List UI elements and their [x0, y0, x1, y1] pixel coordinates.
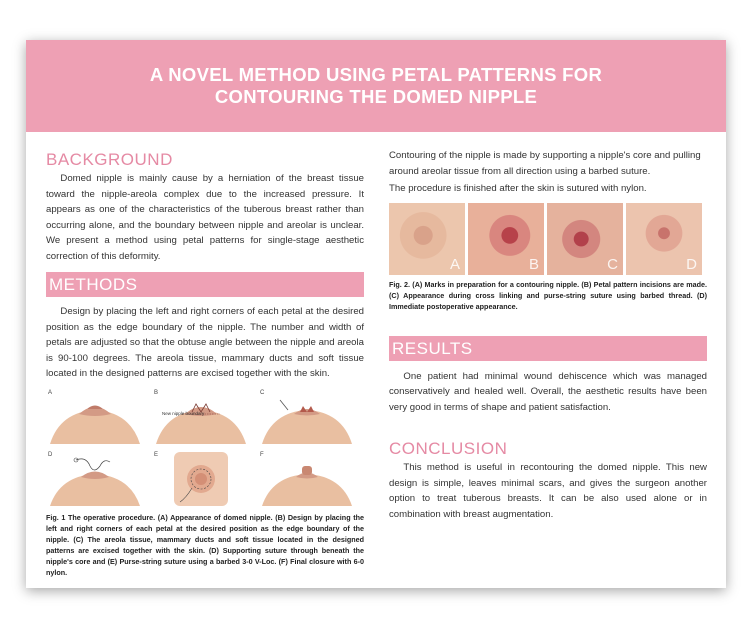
methods-text: Design by placing the left and right corners of each petal at the desired position as the edge boundary of the nipple. The number and width of petals are adjusted so that the obtuse angle between the nipple and areola is 90-100 degrees. The areola tissue, mammary ducts and soft tissue located in the designed patterns are excised together with the skin. — [46, 306, 364, 379]
conclusion-text: This method is useful in recontouring the domed nipple. This new design is simple, leaves minimal scars, and gives the surgeon another option to treat tuberous breasts. It can be also used alone or in combination with breast augmentation. — [389, 462, 707, 520]
contouring-text: Contouring of the nipple is made by supporting a nipple's core and pulling around areolar tissue from all direction using a barbed suture. — [389, 150, 701, 177]
methods-heading: METHODS — [46, 272, 364, 297]
panel-label: C — [260, 389, 265, 396]
figure-1-panel-a — [46, 390, 144, 444]
figure-1-panel-f — [258, 452, 356, 506]
figure-2-photo-b — [468, 203, 544, 275]
results-text: One patient had minimal wound dehiscence which was managed conservatively and healed well. Overall, the aesthetic results have been very good in terms of shape and patient satisfaction. — [389, 370, 707, 413]
figure-1-panel-e — [152, 452, 250, 506]
background-text: Domed nipple is mainly cause by a herniation of the breast tissue toward the nipple-areola complex due to the increased pressure. It appears as one of the characteristics of the tuberous breast rather than occurring alone, and the boundary between nipple and areolar is unclear. We present a method using petal patterns for single-stage aesthetic correction of this deformity. — [46, 173, 364, 262]
figure-1-panel-d — [46, 452, 144, 506]
figure-2-photo-d — [626, 203, 702, 275]
conclusion-heading: CONCLUSION — [389, 439, 508, 458]
nipple-boundary-label: New nipple boundary — [162, 410, 205, 416]
panel-label: F — [260, 451, 264, 458]
figure-1-panel-b — [152, 390, 250, 444]
results-heading: RESULTS — [389, 336, 707, 361]
figure-1-caption: Fig. 1 The operative procedure. (A) Appearance of domed nipple. (B) Design by placing the left and right corners of each petal at the desired position as the edge boundary of the nipple. (C) The areola tissue, mammary ducts and soft tissue located in the designed patterns are excised together with the skin. (D) Supporting suture through beneath the nipple's core and (E) Purse-string suture using a barbed 3-0 V-Loc. (F) Final closure with 6-0 nylon. — [46, 512, 364, 577]
figure-1-panel-c — [258, 390, 356, 444]
panel-label: B — [154, 389, 159, 396]
supporting-suture-illustration — [46, 452, 144, 506]
panel-label: D — [48, 451, 53, 458]
poster — [26, 40, 726, 588]
purse-string-suture-illustration — [152, 452, 250, 506]
figure-1 — [46, 390, 364, 510]
background-heading: BACKGROUND — [46, 150, 173, 169]
photo-label: B — [528, 255, 539, 273]
right-column — [389, 148, 707, 522]
photo-label: A — [449, 255, 460, 273]
domed-nipple-illustration — [46, 390, 144, 444]
final-closure-illustration — [258, 452, 356, 506]
petal-design-illustration — [152, 390, 250, 444]
figure-2-photo-a — [389, 203, 465, 275]
left-column — [46, 150, 364, 578]
figure-2-photo-c — [547, 203, 623, 275]
figure-2-caption: Fig. 2. (A) Marks in preparation for a contouring nipple. (B) Petal pattern incisions are made. (C) Appearance during cross linking and purse-string suture using barbed thread. (D) Immediate postoperative appearance. — [389, 279, 707, 311]
panel-label: A — [48, 389, 53, 396]
photo-label: C — [607, 255, 618, 273]
excision-illustration — [258, 390, 356, 444]
poster-title: A NOVEL METHOD USING PETAL PATTERNS FOR CONTOURING THE DOMED NIPPLE — [149, 64, 603, 107]
figure-2 — [389, 203, 707, 275]
title-banner — [26, 40, 726, 132]
panel-label: E — [154, 451, 159, 458]
procedure-finish-text: The procedure is finished after the skin is sutured with nylon. — [389, 183, 647, 194]
photo-label: D — [686, 255, 697, 273]
